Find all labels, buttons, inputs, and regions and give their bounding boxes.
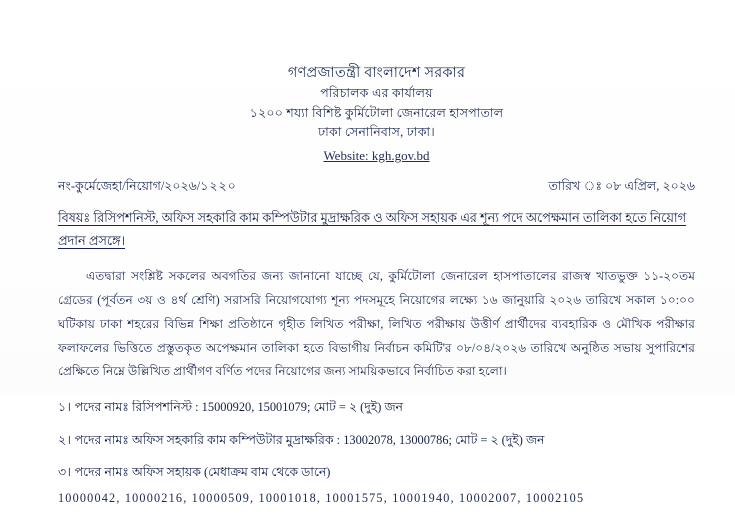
office-name: পরিচালক এর কার্যালয়	[320, 86, 433, 101]
website-link[interactable]: Website: kgh.gov.bd	[323, 147, 430, 163]
list-item	[58, 461, 695, 510]
list-item-post-label: পদের নামঃ	[74, 400, 129, 415]
memo-number-label: নং-কুর্মেজেহা/নিয়োগ/২০২৬/	[58, 179, 201, 194]
list-item	[58, 429, 695, 453]
list-item-index: ৩।	[58, 465, 72, 480]
list-item-post-label: পদের নামঃ	[74, 432, 129, 447]
memo-number-value: ১২২০	[200, 179, 237, 194]
govt-name: গণপ্রজাতন্ত্রী বাংলাদেশ সরকার	[287, 65, 466, 81]
subject-text: রিসিপশনিস্ট, অফিস সহকারি কাম কম্পিউটার মুদ্রাক্ষরিক ও অফিস সহায়ক এর শূন্য পদে অপেক্ষমান তালিকা হতে নিয়োগ প্রদান প্রসঙ্গে।	[58, 211, 686, 248]
list-item-total: মোট = ২ (দুই) জন	[313, 400, 403, 415]
address-line: ঢাকা সেনানিবাস, ঢাকা।	[318, 125, 435, 140]
document-content	[58, 0, 695, 519]
hospital-name: ১২০০ শয্যা বিশিষ্ট কুর্মিটোলা জেনারেল হাসপাতাল	[249, 105, 504, 120]
list-item-total: মোট = ২ (দুই) জন	[455, 432, 545, 447]
post-list	[58, 396, 695, 510]
list-item-index: ২।	[58, 432, 72, 447]
body-paragraph	[58, 265, 695, 384]
list-item-rolls: : 15000920, 15001079;	[195, 400, 311, 415]
list-item-post-name: অফিস সহায়ক	[132, 465, 201, 480]
list-item-post-name: রিসিপশনিস্ট	[132, 400, 193, 415]
roll-number-row: 10000042, 10000216, 10000509, 10001018, 10001575, 10001940, 10002007, 10002105	[58, 490, 585, 505]
list-item-post-label: পদের নামঃ	[74, 465, 129, 480]
list-item-rolls: : 13002078, 13000786;	[336, 432, 452, 447]
subject-label: বিষয়ঃ	[58, 211, 91, 226]
memo-number-block	[58, 178, 237, 198]
letterhead	[58, 0, 695, 168]
list-item-rolls: (মেধাক্রম বাম থেকে ডানে)	[204, 465, 331, 480]
subject-line	[58, 207, 695, 252]
body-text: এতদ্বারা সংশ্লিষ্ট সকলের অবগতির জন্য জানানো যাচ্ছে যে, কুর্মিটোলা জেনারেল হাসপাতালের রাজস্ব খাতভুক্ত ১১-২০তম গ্রেডের (পূর্বতন ৩য় ও ৪র্থ শ্রেণি) সরাসরি নিয়োগযোগ্য শূন্য পদসমূহে নিয়োগের লক্ষ্যে ১৬ জানুয়ারি ২০২৬ তারিখে সকাল ১০:০০ ঘটিকায় ঢাকা শহরের বিভিন্ন শিক্ষা প্রতিষ্ঠানে গৃহীত লিখিত পরীক্ষা, লিখিত পরীক্ষায় উত্তীর্ণ প্রার্থীদের ব্যবহারিক ও মৌখিক পরীক্ষার ফলাফলের ভিত্তিতে প্রস্তুতকৃত অপেক্ষমান তালিকা হতে বিভাগীয় নির্বাচন কমিটি'র ০৮/০৪/২০২৬ তারিখে অনুষ্ঠিত সভায় সুপারিশের প্রেক্ষিতে নিম্নে উল্লিখিত প্রার্থীগণ বর্ণিত পদের নিয়োগের জন্য সাময়িকভাবে নির্বাচিত করা হলো।	[58, 269, 695, 379]
list-item-index: ১।	[58, 400, 72, 415]
memo-date: তারিখ ঃ ০৮ এপ্রিল, ২০২৬	[548, 179, 695, 194]
list-item-post-name: অফিস সহকারি কাম কম্পিউটার মুদ্রাক্ষরিক	[132, 432, 334, 447]
memo-meta-row	[58, 178, 695, 198]
